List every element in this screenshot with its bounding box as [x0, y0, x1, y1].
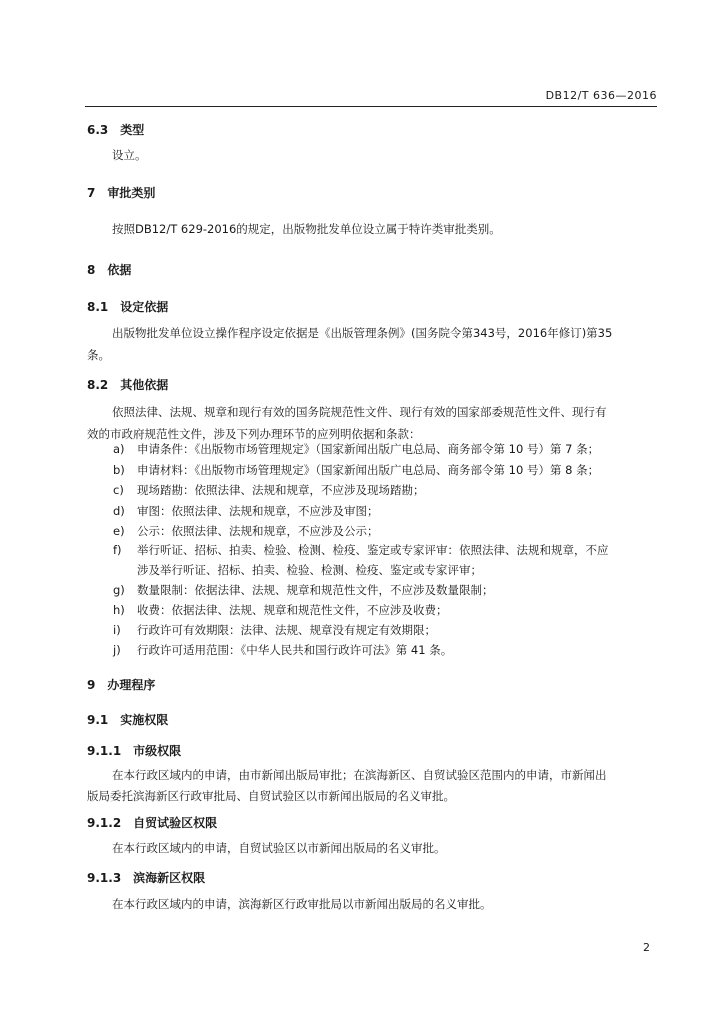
section-number: 8: [87, 263, 96, 277]
header-rule: [85, 106, 657, 107]
section-7-body: 按照DB12/T 629-2016的规定，出版物批发单位设立属于特许类审批类别。: [112, 222, 501, 236]
section-number: 9: [87, 678, 96, 692]
list-item: [113, 579, 494, 601]
section-8-2-line2: 效的市政府规范性文件，涉及下列办理环节的应列明依据和条款：: [87, 427, 421, 441]
section-title: 市级权限: [133, 744, 182, 758]
section-8-heading: [87, 261, 131, 278]
list-item-label: h): [113, 603, 125, 617]
list-item-label: d): [113, 504, 125, 518]
list-item-text: 行政许可有效期限：法律、法规、规章没有规定有效期限；: [137, 623, 436, 637]
list-item: [113, 500, 379, 522]
page-number: 2: [643, 941, 650, 954]
section-number: 9.1.1: [87, 744, 122, 758]
list-item-text: 数量限制：依据法律、法规、规章和规范性文件，不应涉及数量限制；: [137, 583, 494, 597]
section-9-1-2-heading: [87, 814, 217, 831]
list-item: [113, 599, 448, 621]
section-title: 设定依据: [120, 300, 169, 314]
list-item: [113, 479, 425, 501]
list-item-text: 公示：依照法律、法规和规章，不应涉及公示；: [137, 524, 379, 538]
list-item-label: e): [113, 524, 125, 538]
section-title: 滨海新区权限: [133, 871, 206, 885]
list-item-label: a): [113, 442, 125, 456]
list-item-text: 申请材料：《出版物市场管理规定》（国家新闻出版广电总局、商务部令第 10 号）第 8 条；: [137, 463, 600, 477]
section-title: 实施权限: [120, 713, 169, 727]
list-item: [113, 539, 609, 561]
section-7-heading: [87, 184, 155, 201]
list-item-text: 申请条件：《出版物市场管理规定》（国家新闻出版广电总局、商务部令第 10 号）第 7 条；: [137, 442, 600, 456]
list-item-text: 举行听证、招标、拍卖、检验、检测、检疫、鉴定或专家评审：依照法律、法规和规章，不应: [137, 543, 609, 557]
section-8-2-heading: [87, 376, 168, 393]
list-item-text: 收费：依据法律、法规、规章和规范性文件，不应涉及收费；: [137, 603, 448, 617]
section-number: 8.2: [87, 378, 109, 392]
section-9-1-heading: [87, 711, 168, 728]
list-item: [113, 639, 452, 661]
section-number: 6.3: [87, 123, 109, 137]
list-item-continuation: 涉及举行听证、招标、拍卖、检验、检测、检疫、鉴定或专家评审；: [137, 563, 482, 577]
section-number: 8.1: [87, 300, 109, 314]
section-8-1-line2: 条。: [87, 348, 110, 362]
list-item-label: f): [113, 543, 122, 557]
section-9-1-1-line2: 版局委托滨海新区行政审批局、自贸试验区以市新闻出版局的名义审批。: [87, 789, 455, 803]
section-9-1-3-body: 在本行政区域内的申请，滨海新区行政审批局以市新闻出版局的名义审批。: [112, 897, 492, 911]
section-8-1-line1: 出版物批发单位设立操作程序设定依据是《出版管理条例》(国务院令第343号，2016年修订)第35: [112, 326, 613, 340]
section-number: 9.1.3: [87, 871, 122, 885]
section-9-heading: [87, 676, 155, 693]
section-number: 9.1.2: [87, 816, 122, 830]
section-title: 自贸试验区权限: [133, 816, 218, 830]
list-item-label: j): [113, 643, 121, 657]
section-title: 办理程序: [107, 678, 156, 692]
section-9-1-1-heading: [87, 742, 181, 759]
list-item-text: 审图：依照法律、法规和规章，不应涉及审图；: [137, 504, 379, 518]
section-number: 9.1: [87, 713, 109, 727]
section-6-3-heading: [87, 121, 144, 138]
list-item: [113, 459, 599, 481]
section-number: 7: [87, 186, 96, 200]
section-title: 类型: [120, 123, 145, 137]
list-item-label: i): [113, 623, 121, 637]
section-8-2-line1: 依照法律、法规、规章和现行有效的国务院规范性文件、现行有效的国家部委规范性文件、现行有: [112, 405, 607, 419]
list-item-label: c): [113, 483, 124, 497]
section-9-1-1-line1: 在本行政区域内的申请，由市新闻出版局审批；在滨海新区、自贸试验区范围内的申请，市新闻出: [112, 768, 607, 782]
list-item-text: 行政许可适用范围：《中华人民共和国行政许可法》第 41 条。: [137, 643, 453, 657]
section-9-1-2-body: 在本行政区域内的申请，自贸试验区以市新闻出版局的名义审批。: [112, 841, 446, 855]
section-8-1-heading: [87, 298, 168, 315]
section-title: 其他依据: [120, 378, 169, 392]
section-title: 审批类别: [107, 186, 156, 200]
list-item-label: g): [113, 583, 125, 597]
section-6-3-body: 设立。: [112, 148, 147, 162]
list-item: [113, 438, 599, 460]
section-9-1-3-heading: [87, 869, 205, 886]
list-item-label: b): [113, 463, 125, 477]
header-code: DB12/T 636—2016: [545, 89, 657, 102]
list-item: [113, 619, 436, 641]
list-item-text: 现场踏勘：依照法律、法规和规章，不应涉及现场踏勘；: [137, 483, 425, 497]
section-title: 依据: [107, 263, 132, 277]
